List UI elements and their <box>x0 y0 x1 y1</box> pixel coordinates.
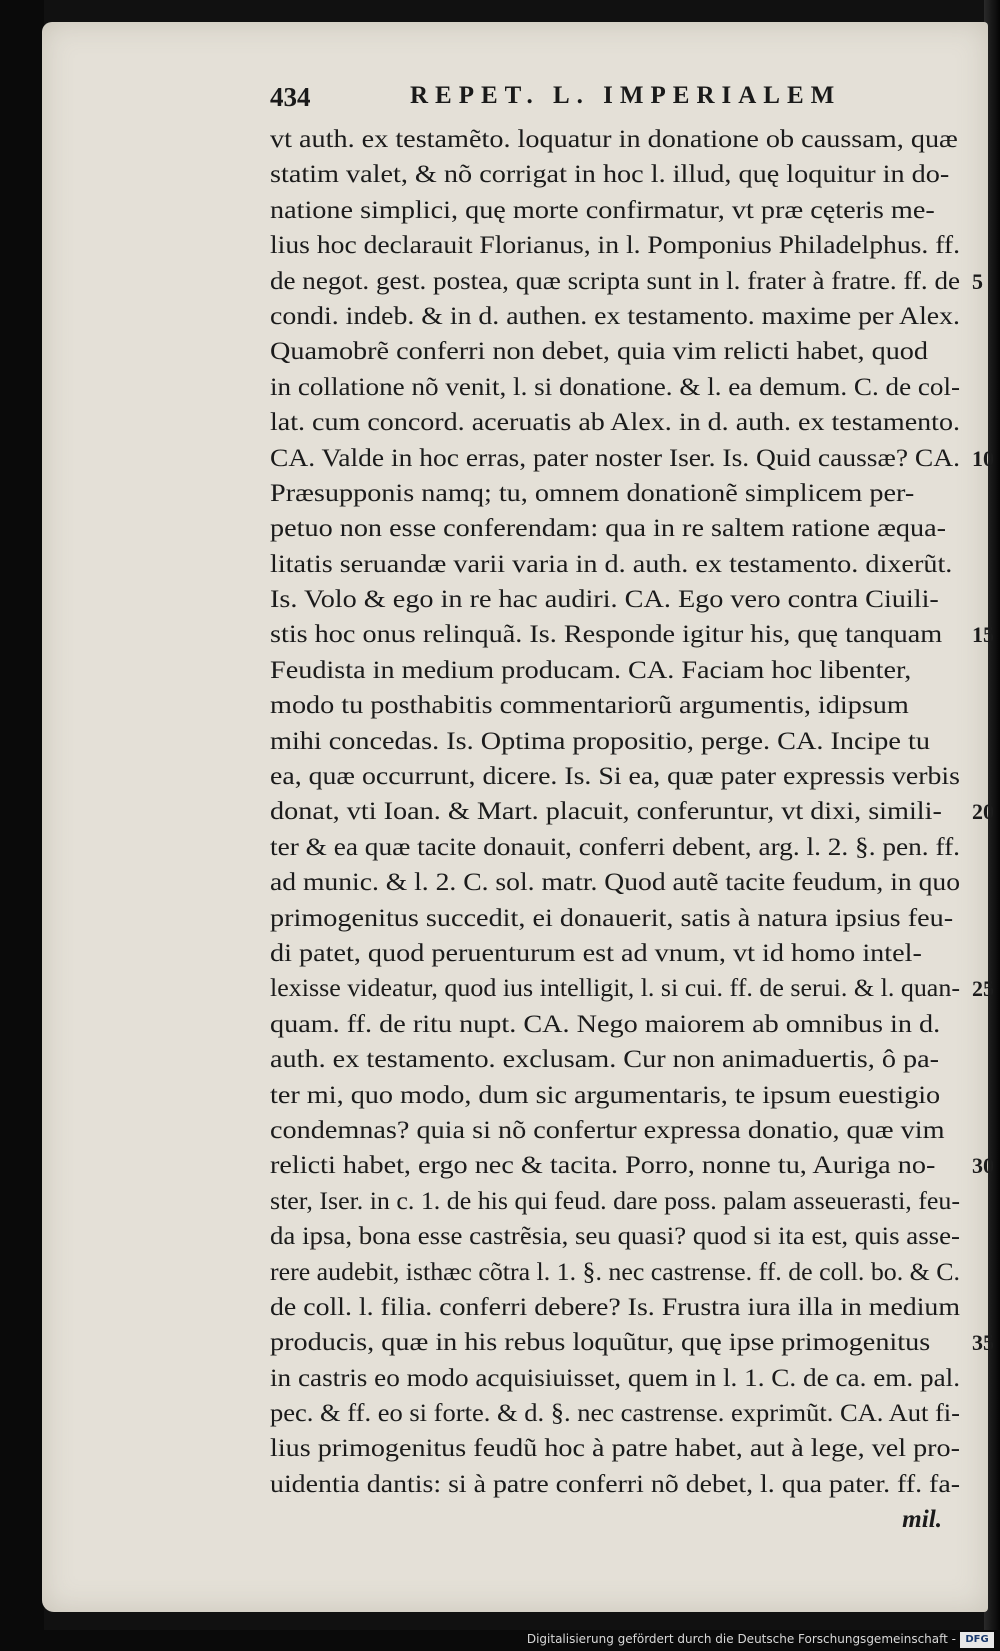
scan-left-edge <box>0 0 44 1651</box>
text-line <box>270 830 960 865</box>
text-line <box>270 405 960 440</box>
line-text: relicti habet, ergo nec & tacita. Porro, nonne tu, Auriga no- <box>270 1152 936 1180</box>
text-line <box>270 1502 960 1537</box>
line-text: auth. ex testamento. exclusam. Cur non animaduertis, ô pa- <box>270 1046 940 1074</box>
line-text: primogenitus succedit, ei donauerit, satis à natura ipsius feu- <box>270 904 954 932</box>
text-line <box>270 1113 960 1148</box>
text-line <box>270 865 960 900</box>
line-text: ster, Iser. in c. 1. de his qui feud. dare poss. palam asseuerasti, feu- <box>270 1187 960 1215</box>
line-text: lat. cum concord. aceruatis ab Alex. in d. auth. ex testamento. <box>270 409 960 437</box>
line-text: modo tu posthabitis commentariorũ argumentis, idipsum <box>270 692 909 720</box>
body-text <box>270 122 994 1538</box>
text-line <box>270 299 960 334</box>
margin-line-number: 15 <box>972 622 994 648</box>
text-line <box>270 1042 960 1077</box>
line-text: lius hoc declarauit Florianus, in l. Pomponius Philadelphus. ff. <box>270 232 960 260</box>
text-line <box>270 724 960 759</box>
text-line <box>270 157 960 192</box>
text-line <box>270 901 960 936</box>
line-text: ad munic. & l. 2. C. sol. matr. Quod autẽ tacite feudum, in quo <box>270 869 961 897</box>
line-text: in castris eo modo acquisiuisset, quem in l. 1. C. de ca. em. pal. <box>270 1364 960 1392</box>
line-text: Feudista in medium producam. CA. Faciam hoc libenter, <box>270 656 912 684</box>
line-text: rere audebit, isthæc cõtra l. 1. §. nec castrense. ff. de coll. bo. & C. <box>270 1258 960 1286</box>
line-text: di patet, quod peruenturum est ad vnum, vt id homo intel- <box>270 939 922 967</box>
margin-line-number: 5 <box>972 268 983 294</box>
text-line <box>270 1078 960 1113</box>
line-text: vt auth. ex testamẽto. loquatur in donatione ob caussam, quæ <box>270 126 958 153</box>
page-header <box>270 82 870 116</box>
margin-line-number: 35 <box>972 1330 994 1356</box>
line-text: pec. & ff. eo si forte. & d. §. nec castrense. exprimũt. CA. Aut fi- <box>270 1400 960 1428</box>
line-text: quam. ff. de ritu nupt. CA. Nego maiorem ab omnibus in d. <box>270 1010 941 1038</box>
text-line <box>270 334 960 369</box>
line-text: mihi concedas. Is. Optima propositio, perge. CA. Incipe tu <box>270 727 930 755</box>
line-text: petuo non esse conferendam: qua in re saltem ratione æqua- <box>270 515 947 543</box>
line-text: lius primogenitus feudũ hoc à patre habet, aut à lege, vel pro- <box>270 1435 960 1463</box>
text-line <box>270 370 960 405</box>
line-text: stis hoc onus relinquã. Is. Responde igitur his, quę tanquam <box>270 621 943 649</box>
line-text: de coll. l. filia. conferri debere? Is. Frustra iura illa in medium <box>270 1293 960 1321</box>
text-line <box>270 1431 960 1466</box>
text-line <box>270 1255 960 1290</box>
text-line <box>270 476 960 511</box>
line-text: donat, vti Ioan. & Mart. placuit, conferuntur, vt dixi, simili- <box>270 798 942 826</box>
running-title: REPET. L. IMPERIALEM <box>410 82 842 109</box>
margin-line-number: 10 <box>972 445 994 471</box>
line-text: CA. Valde in hoc erras, pater noster Iser. Is. Quid caussæ? CA. <box>270 444 960 472</box>
digitization-footer <box>0 1630 1000 1651</box>
line-text: da ipsa, bona esse castrẽsia, seu quasi? quod si ita est, quis asse- <box>270 1223 960 1251</box>
text-line <box>270 1361 960 1396</box>
text-line <box>270 264 983 299</box>
text-line <box>270 193 960 228</box>
line-text: Præsupponis namq; tu, omnem donationẽ simplicem per- <box>270 479 915 507</box>
line-text: uidentia dantis: si à patre conferri nõ debet, l. qua pater. ff. fa- <box>270 1470 960 1498</box>
margin-line-number: 30 <box>972 1153 994 1179</box>
text-line <box>270 971 994 1006</box>
text-line <box>270 582 960 617</box>
line-text: Is. Volo & ego in re hac audiri. CA. Ego vero contra Ciuili- <box>270 586 939 614</box>
footer-credit: Digitalisierung gefördert durch die Deutsche Forschungsgemeinschaft - <box>526 1632 956 1646</box>
text-line <box>270 759 960 794</box>
line-text: ter mi, quo modo, dum sic argumentaris, te ipsum euestigio <box>270 1081 941 1109</box>
page-number: 434 <box>270 82 311 112</box>
text-line <box>270 1290 960 1325</box>
line-text: producis, quæ in his rebus loquũtur, quę ipse primogenitus <box>270 1329 931 1357</box>
text-line <box>270 936 960 971</box>
text-line <box>270 511 960 546</box>
text-line <box>270 547 960 582</box>
text-line <box>270 794 994 829</box>
text-line <box>270 1325 994 1360</box>
text-line <box>270 617 994 652</box>
line-text: ter & ea quæ tacite donauit, conferri debent, arg. l. 2. §. pen. ff. <box>270 833 960 861</box>
margin-line-number: 20 <box>972 799 994 825</box>
text-line <box>270 688 960 723</box>
line-text: condi. indeb. & in d. authen. ex testamento. maxime per Alex. <box>270 302 960 330</box>
text-line <box>270 122 960 157</box>
line-text: in collatione nõ venit, l. si donatione. & l. ea demum. C. de col- <box>270 373 960 401</box>
line-text: Quamobrẽ conferri non debet, quia vim relicti habet, quod <box>270 338 929 366</box>
text-line <box>270 1184 960 1219</box>
text-line <box>270 228 960 263</box>
text-line <box>270 441 994 476</box>
text-line <box>270 1148 994 1183</box>
text-line <box>270 1219 960 1254</box>
text-line <box>270 653 960 688</box>
line-text: statim valet, & nõ corrigat in hoc l. illud, quę loquitur in do- <box>270 161 950 189</box>
dfg-logo: DFG <box>960 1632 994 1648</box>
line-text: natione simplici, quę morte confirmatur, vt præ cęteris me- <box>270 196 935 224</box>
text-line <box>270 1396 960 1431</box>
line-text: ea, quæ occurrunt, dicere. Is. Si ea, quæ pater expressis verbis <box>270 763 960 791</box>
line-text: condemnas? quia si nõ confertur expressa donatio, quæ vim <box>270 1116 945 1144</box>
line-text: lexisse videatur, quod ius intelligit, l. si cui. ff. de serui. & l. quan- <box>270 975 960 1003</box>
line-text: litatis seruandæ varii varia in d. auth. ex testamento. dixerũt. <box>270 550 953 578</box>
line-text: de negot. gest. postea, quæ scripta sunt in l. frater à fratre. ff. de <box>270 267 960 295</box>
line-text: mil. <box>902 1506 942 1534</box>
margin-line-number: 25 <box>972 976 994 1002</box>
text-line <box>270 1467 960 1502</box>
text-line <box>270 1007 960 1042</box>
